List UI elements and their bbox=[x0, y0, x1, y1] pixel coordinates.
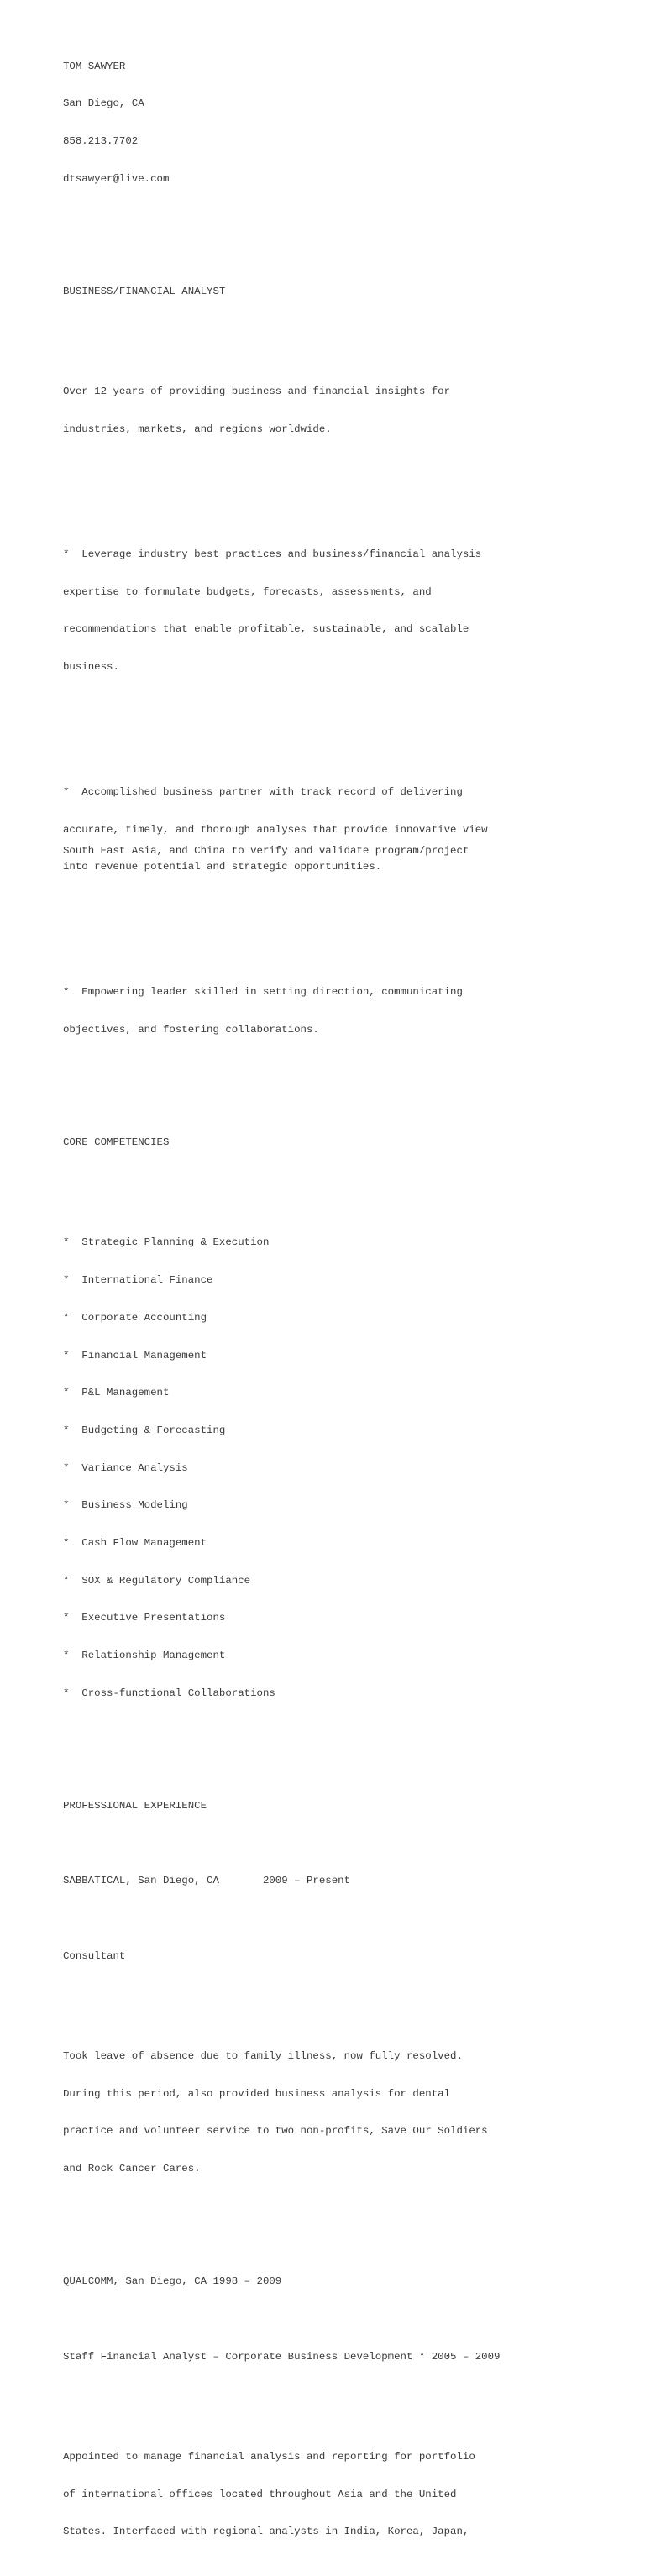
competencies-heading: CORE COMPETENCIES bbox=[63, 1136, 170, 1149]
job-role: Consultant bbox=[63, 1949, 126, 1962]
competency-item: * Variance Analysis bbox=[63, 1461, 188, 1474]
summary-paragraph bbox=[63, 360, 634, 460]
highlight-line: objectives, and fostering collaborations. bbox=[63, 1024, 319, 1036]
competency-item: * Budgeting & Forecasting bbox=[63, 1424, 226, 1436]
competency-item: * Corporate Accounting bbox=[63, 1311, 207, 1324]
competency-item: * Strategic Planning & Execution bbox=[63, 1236, 270, 1249]
highlight-item bbox=[63, 962, 634, 1062]
highlight-line: expertise to formulate budgets, forecasts, assessments, and bbox=[63, 585, 432, 598]
highlight-line: into revenue potential and strategic opportunities. bbox=[63, 861, 382, 874]
contact-email: dtsawyer@live.com bbox=[63, 172, 170, 185]
job-description-line: and Rock Cancer Cares. bbox=[63, 2163, 201, 2175]
job-description-line: During this period, also provided business analysis for dental bbox=[63, 2087, 451, 2100]
job-description-line: practice and volunteer service to two non-profits, Save Our Soldiers bbox=[63, 2125, 488, 2138]
competency-item: * Business Modeling bbox=[63, 1499, 188, 1512]
competency-item: * Relationship Management bbox=[63, 1650, 226, 1662]
job-description bbox=[63, 2025, 634, 2201]
competency-item: * International Finance bbox=[63, 1274, 213, 1287]
page-continuation-line: South East Asia, and China to verify and validate program/project bbox=[63, 845, 469, 857]
summary-line: industries, markets, and regions worldwide. bbox=[63, 422, 332, 435]
job-header: QUALCOMM, San Diego, CA 1998 – 2009 bbox=[63, 2275, 282, 2288]
experience-heading: PROFESSIONAL EXPERIENCE bbox=[63, 1800, 207, 1812]
highlight-item bbox=[63, 761, 634, 899]
contact-name: TOM SAWYER bbox=[63, 60, 126, 72]
competency-item: * SOX & Regulatory Compliance bbox=[63, 1574, 251, 1587]
highlight-line: recommendations that enable profitable, sustainable, and scalable bbox=[63, 623, 469, 636]
job-description bbox=[63, 2426, 634, 2563]
contact-location: San Diego, CA bbox=[63, 97, 144, 110]
competency-item: * Financial Management bbox=[63, 1349, 207, 1361]
highlight-item bbox=[63, 523, 634, 699]
job-role: Staff Financial Analyst – Corporate Business Development * 2005 – 2009 bbox=[63, 2350, 501, 2363]
highlight-line: * Accomplished business partner with track record of delivering bbox=[63, 785, 463, 798]
job-header: SABBATICAL, San Diego, CA 2009 – Present bbox=[63, 1875, 351, 1887]
resume-document bbox=[63, 10, 634, 2576]
competency-item: * Cash Flow Management bbox=[63, 1537, 207, 1550]
summary-line: Over 12 years of providing business and financial insights for bbox=[63, 386, 451, 398]
job-description-line: States. Interfaced with regional analysts in India, Korea, Japan, bbox=[63, 2526, 469, 2538]
contact-phone: 858.213.7702 bbox=[63, 135, 139, 148]
highlight-line: * Empowering leader skilled in setting direction, communicating bbox=[63, 986, 463, 999]
competency-item: * Executive Presentations bbox=[63, 1612, 226, 1624]
job-description-line: of international offices located throughout Asia and the United bbox=[63, 2488, 457, 2500]
contact-block bbox=[63, 35, 634, 211]
highlight-line: accurate, timely, and thorough analyses that provide innovative view bbox=[63, 823, 488, 836]
competencies-list bbox=[63, 1212, 634, 1725]
competency-item: * P&L Management bbox=[63, 1387, 170, 1399]
highlight-line: business. bbox=[63, 660, 119, 673]
job-description-line: Took leave of absence due to family illness, now fully resolved. bbox=[63, 2050, 463, 2063]
highlight-line: * Leverage industry best practices and business/financial analysis bbox=[63, 548, 482, 560]
competency-item: * Cross-functional Collaborations bbox=[63, 1687, 275, 1699]
resume-title: BUSINESS/FINANCIAL ANALYST bbox=[63, 285, 226, 297]
job-description-line: Appointed to manage financial analysis and reporting for portfolio bbox=[63, 2450, 475, 2463]
